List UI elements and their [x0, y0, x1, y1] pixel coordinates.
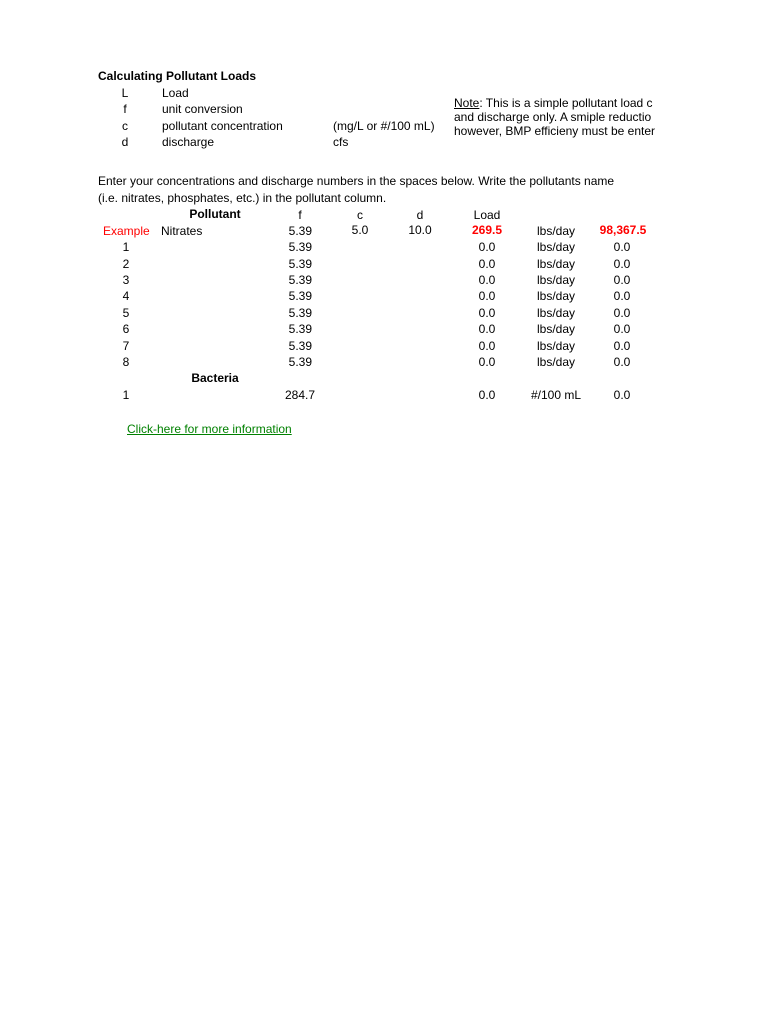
header-pollutant: Pollutant	[189, 207, 241, 221]
example-d: 10.0	[408, 223, 432, 237]
row-unit: lbs/day	[536, 322, 576, 336]
legend-desc: Load	[162, 86, 189, 100]
row-number: 4	[122, 289, 130, 303]
bacteria-row	[0, 387, 768, 403]
table-row	[0, 338, 768, 354]
row-unit: lbs/day	[536, 240, 576, 254]
instructions-line-2: (i.e. nitrates, phosphates, etc.) in the pollutant column.	[98, 191, 387, 205]
legend-symbol: L	[121, 86, 129, 100]
row-unit: lbs/day	[536, 306, 576, 320]
row-number: 5	[122, 306, 130, 320]
note-label: Note	[454, 96, 480, 110]
example-label: Example	[103, 224, 150, 238]
legend-symbol: d	[121, 135, 129, 149]
header-f: f	[298, 208, 302, 222]
row-annual: 0.0	[613, 355, 631, 369]
note-line-3: however, BMP efficieny must be enter	[454, 124, 655, 138]
row-f: 5.39	[288, 240, 312, 254]
row-f: 5.39	[288, 322, 312, 336]
example-c: 5.0	[351, 223, 369, 237]
legend-unit: cfs	[333, 135, 349, 149]
legend-unit: (mg/L or #/100 mL)	[333, 119, 435, 133]
row-f: 284.7	[284, 388, 315, 402]
row-number: 2	[122, 257, 130, 271]
legend-desc: unit conversion	[162, 102, 243, 116]
row-annual: 0.0	[613, 322, 631, 336]
row-f: 5.39	[288, 339, 312, 353]
row-unit: lbs/day	[536, 289, 576, 303]
header-d: d	[416, 208, 424, 222]
row-load: 0.0	[478, 240, 496, 254]
row-f: 5.39	[288, 257, 312, 271]
note-line-1	[454, 96, 663, 110]
row-number: 6	[122, 322, 130, 336]
example-f: 5.39	[288, 224, 312, 238]
example-pollutant: Nitrates	[161, 224, 203, 238]
header-load: Load	[473, 208, 501, 222]
table-row	[0, 321, 768, 337]
row-unit: lbs/day	[536, 355, 576, 369]
example-load: 269.5	[471, 223, 503, 237]
row-number: 1	[122, 388, 130, 402]
row-load: 0.0	[478, 339, 496, 353]
row-load: 0.0	[478, 273, 496, 287]
note-line-2: and discharge only. A smiple reductio	[454, 110, 652, 124]
table-row	[0, 288, 768, 304]
row-number: 7	[122, 339, 130, 353]
note-text: : This is a simple pollutant load c	[479, 96, 653, 110]
row-number: 1	[122, 240, 130, 254]
row-load: 0.0	[478, 355, 496, 369]
row-load: 0.0	[478, 289, 496, 303]
row-f: 5.39	[288, 306, 312, 320]
instructions-line-1: Enter your concentrations and discharge numbers in the spaces below. Write the pollutants name	[98, 174, 615, 188]
bacteria-header: Bacteria	[191, 371, 239, 385]
legend-desc: discharge	[162, 135, 215, 149]
more-info-link[interactable]: Click-here for more information	[127, 422, 292, 436]
row-number: 3	[122, 273, 130, 287]
row-f: 5.39	[288, 289, 312, 303]
row-annual: 0.0	[613, 339, 631, 353]
table-row	[0, 239, 768, 255]
page-title: Calculating Pollutant Loads	[98, 69, 257, 83]
legend-symbol: c	[122, 119, 128, 133]
note-box	[454, 96, 663, 146]
legend-desc: pollutant concentration	[162, 119, 283, 133]
row-annual: 0.0	[613, 306, 631, 320]
row-annual: 0.0	[613, 240, 631, 254]
row-unit: #/100 mL	[530, 388, 582, 402]
row-f: 5.39	[288, 273, 312, 287]
table-row	[0, 272, 768, 288]
row-load: 0.0	[478, 306, 496, 320]
row-unit: lbs/day	[536, 339, 576, 353]
row-annual: 0.0	[613, 289, 631, 303]
table-row	[0, 256, 768, 272]
row-load: 0.0	[478, 257, 496, 271]
table-row	[0, 354, 768, 370]
row-load: 0.0	[478, 322, 496, 336]
row-number: 8	[122, 355, 130, 369]
example-unit: lbs/day	[536, 224, 576, 238]
row-f: 5.39	[288, 355, 312, 369]
row-unit: lbs/day	[536, 273, 576, 287]
row-annual: 0.0	[613, 273, 631, 287]
example-annual: 98,367.5	[599, 223, 647, 237]
row-annual: 0.0	[613, 257, 631, 271]
row-annual: 0.0	[613, 388, 631, 402]
row-load: 0.0	[478, 388, 496, 402]
header-c: c	[357, 208, 363, 222]
legend-symbol: f	[123, 102, 127, 116]
table-row	[0, 305, 768, 321]
row-unit: lbs/day	[536, 257, 576, 271]
